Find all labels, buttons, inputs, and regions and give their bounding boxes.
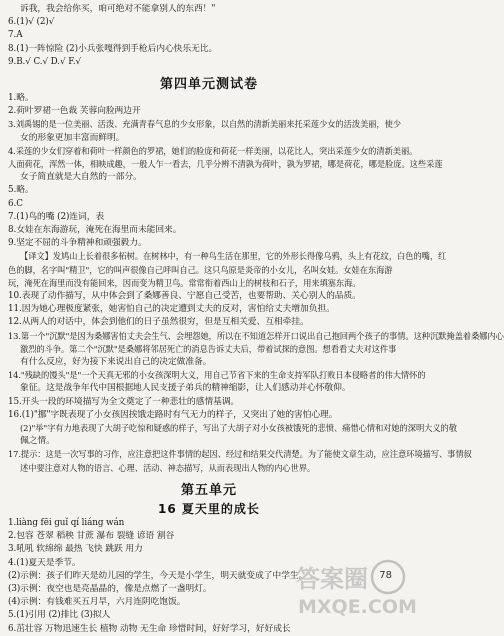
text-line: 激烈的斗争。第二个"沉默"是桑娜将邻居死亡的消息告诉丈夫后，带着试探的意图。想看看丈夫对这件事 [20, 343, 397, 354]
text-line: 7.A [8, 30, 23, 41]
text-line: 6.(1)√ (2)√ [8, 17, 55, 28]
text-line: 诉我，我会给你买，咱可绝对不能拿别人的东西！" [20, 4, 216, 14]
text-line: 女子简直就是大自然的一部分。 [20, 172, 142, 183]
text-line: 述中要注意对人物的语言、心理、活动、神态描写，从而表现出人物的内心世界。 [20, 462, 316, 473]
watermark-text-cn: 答案圈 [296, 565, 368, 593]
text-line: 4.(1)夏天是季节。 [8, 557, 81, 568]
text-line: 6.C [8, 198, 23, 209]
text-line: 2.包容 苍翠 稻秧 甘蔗 瀑布 裂缝 谚语 割谷 [8, 531, 175, 542]
text-line: (4)示例：有钱难买五月旱，六月连阴吃饱饭。 [8, 597, 186, 608]
text-line: 6.茁壮容 万物迅速生长 植物 动物 无生命 珍惜时间，好好学习，好好成长 [8, 623, 291, 634]
text-line: 13.第一个"沉默"是因为桑娜害怕丈夫会生气、会埋怨她，所以在不知道怎样开口说出自己抱回两个孩子的事情。这种沉默掩盖着桑娜内心 [8, 330, 504, 341]
lesson-title: 16 夏天里的成长 [158, 502, 260, 516]
text-line: 16.(1)"挪"字既表现了小女孩因挨饿走路时有气无力的样子，又突出了她的害怕心理。 [8, 409, 338, 420]
unit4-title: 第四单元测试卷 [159, 77, 258, 92]
text-line: (2)"举"字有力地表现了大胡子吃惊和疑惑的样子，写出了大胡子对小女孩被饿死的悲愤、痛惜心情和对她的深明大义的敬 [20, 423, 457, 434]
text-line: 色的脚，名字叫"精卫"，它的叫声很像自己呼叫自己。这只鸟原是炎帝的小女儿，名叫女娃。女娃在东海游 [8, 264, 393, 275]
text-line: 【译文】发鸠山上长着很多柘树。在树林中，有一种鸟生活在那里，它的外形长得像乌鸦，头上有花纹，白色的嘴，红 [20, 251, 447, 262]
text-line: 3.吼吼 软绵绵 最热 飞快 跳跃 用力 [8, 544, 143, 555]
watermark-logo [292, 557, 417, 619]
watermark-text-url: MXQE.COM [298, 596, 417, 618]
text-line: 3.刘禹锡的是一位美丽、活泼、充满青春气息的少女形象，以自然的清新美丽来托采莲少女的活泼美丽，使少 [8, 119, 401, 130]
text-line: (2)示例：孩子们昨天是幼儿园的学生，今天是小学生，明天就变成了中学生。 [8, 570, 308, 581]
top-section [8, 3, 408, 69]
text-line: 有什么反应，好为接下来说出自己的决定做准备。 [20, 357, 212, 368]
text-line: 8.女娃在东海游玩，淹死在海里而未能回来。 [8, 225, 182, 236]
text-line: 14."残缺的馒头"是"一个天真无邪的小女孩深明大义，用自己节省下来的生命支持军队打败日本侵略者的伟大情怀的 [8, 370, 426, 381]
text-line: 女的形象更加丰富而鲜明。 [20, 132, 125, 143]
text-line: 5.(1)引用 (2)排比 (3)拟人 [8, 610, 111, 621]
text-line: 7.(1)鸟的嘴 (2)连词，表 [8, 211, 105, 222]
text-line: 10.表现了动作描写，从中体会到了桑娜善良、宁愿自己受苦，也要帮助、关心别人的品质。 [8, 291, 361, 302]
text-line: 17.提示：这是一次写事的习作，应注意把这件事情的起因、经过和结果交代清楚。为了能使文章生动，应注意环境描写、事情叙 [8, 449, 472, 460]
text-line: 玩，淹死在海里而没有能回来，因而变为精卫鸟。常常衔着西山上的树枝和石子，用来填塞东海。 [8, 277, 361, 288]
text-line: 11.因为她心理极度紧张，她害怕自己的决定遭到丈夫的反对，害怕给丈夫增加负担。 [8, 304, 335, 315]
text-line: 15.开头一段的环境描写为全文奠定了一种悲壮的感情基调。 [8, 396, 240, 407]
unit4-section [8, 92, 504, 475]
text-line: 9.坚定不屈的斗争精神和顽强毅力。 [8, 238, 147, 249]
text-line: 5.略。 [8, 185, 34, 196]
text-line: 8.(1)一阵惊险 (2)小兵张嘎得到手枪后内心快乐无比。 [8, 43, 218, 54]
text-line: 2.荷叶罗裙一色裁 芙蓉向脸两边开 [8, 106, 141, 117]
unit5-title: 第五单元 [180, 483, 237, 498]
text-line: 4.采莲的少女们穿着和荷叶一样颜色的罗裙，她们的脸庞和荷花一样美丽，以花比人，突出采莲少女的清新美丽。 [8, 145, 418, 156]
text-line: 人面荷花，浑然一体，相映成趣，一般人乍一看去，几乎分辨不清孰为荷叶，孰为罗裙，哪是荷花，哪是脸庞。这些采莲 [8, 159, 443, 170]
text-line: 1.liàng fēi guǐ qí liáng wán [8, 518, 125, 528]
text-line: 佩之情。 [20, 436, 55, 447]
text-line: 12.从两人的对话中，体会到他们的日子虽然很穷，但是互相关爱、互相牵挂。 [8, 317, 309, 328]
text-line: 1.略。 [8, 93, 34, 103]
text-line: (3)示例：夜空也是亮晶晶的，像是点燃了一盏明灯。 [8, 584, 212, 595]
page-number: 78 [379, 570, 392, 581]
text-line: 象征。这是战争年代中国根据地人民支援子弟兵的精神缩影，让人们感动并心怀敬仰。 [20, 383, 351, 394]
text-line: 9.B.√ C.√ D.√ F.√ [8, 56, 82, 67]
